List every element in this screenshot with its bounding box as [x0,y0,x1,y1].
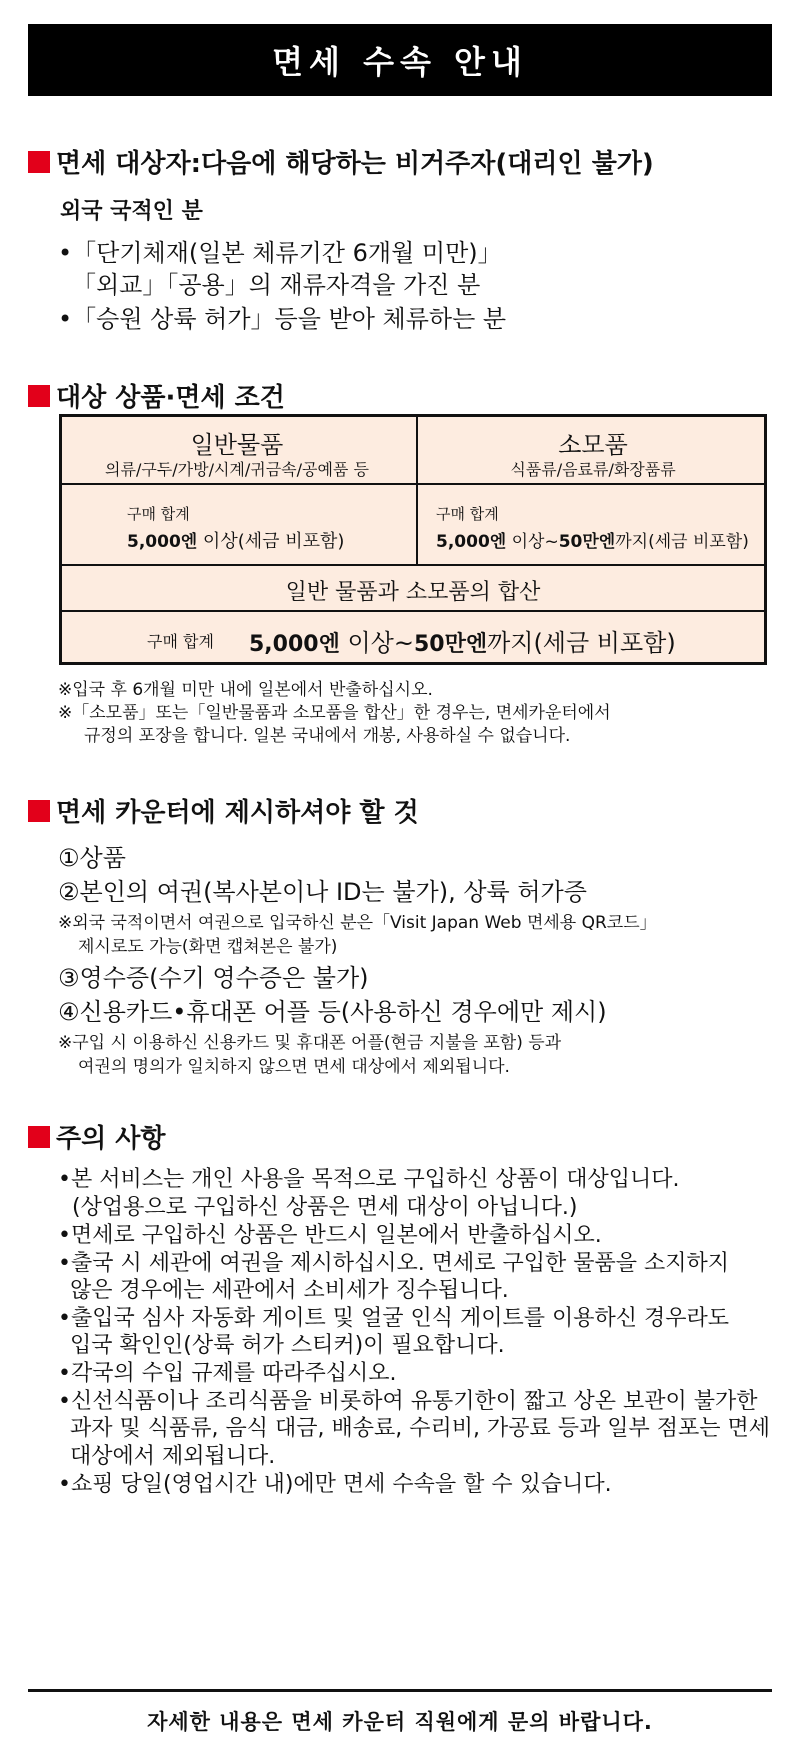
general-goods-examples: 의류/구두/가방/시계/귀금속/공예품 등 [105,460,369,479]
consumables-examples: 식품류/음료류/화장품류 [510,460,676,479]
amount-mid: 이상~ [339,629,414,657]
table-divider [62,610,764,612]
caution-item: •본 서비스는 개인 사용을 목적으로 구입하신 상품이 대상입니다. [58,1167,680,1192]
section-present-heading: 면세 카운터에 제시하셔야 할 것 [56,798,419,828]
footer-contact-text: 자세한 내용은 면세 카운터 직원에게 문의 바랍니다. [147,1710,653,1734]
red-square-icon [28,800,50,822]
combined-goods-name: 일반 물품과 소모품의 합산 [285,580,541,605]
caution-item: •출국 시 세관에 여권을 제시하십시오. 면세로 구입한 물품을 소지하지 [58,1251,729,1276]
amount-bold: 50만엔 [413,632,488,657]
consumables-purchase-amount [436,527,749,552]
combined-purchase-label: 구매 합계 [147,632,214,651]
table-divider [62,564,764,566]
present-item: ①상품 [58,844,126,872]
present-note: 제시로도 가능(화면 캡쳐본은 불가) [78,937,338,957]
caution-item: 않은 경우에는 세관에서 소비세가 징수됩니다. [70,1278,509,1303]
eligibility-item: •「승원 상륙 허가」등을 받아 체류하는 분 [58,305,507,333]
present-item: ③영수증(수기 영수증은 불가) [58,964,369,992]
amount-rest: 까지(세금 비포함) [487,629,676,657]
products-note: ※「소모품」또는「일반물품과 소모품을 합산」한 경우는, 면세카운터에서 [58,703,611,723]
present-item: ②본인의 여권(복사본이나 ID는 불가), 상륙 허가증 [58,878,587,906]
section-products-heading: 대상 상품·면세 조건 [56,383,285,413]
general-purchase-label: 구매 합계 [127,505,190,523]
combined-amount-text [249,623,676,658]
caution-item: •신선식품이나 조리식품을 비롯하여 유통기한이 짧고 상온 보관이 불가한 [58,1389,758,1414]
section-products-title [28,377,285,414]
section-present-title [28,792,419,829]
general-goods-name: 일반물품 [190,431,284,459]
product-conditions-table [59,414,767,665]
present-note: ※구입 시 이용하신 신용카드 및 휴대폰 어플(현금 지불을 포함) 등과 [58,1033,562,1053]
page-title: 면세 수속 안내 [272,43,528,81]
footer-divider [28,1689,772,1692]
amount-mid: 이상~ [506,532,559,552]
products-note: ※입국 후 6개월 미만 내에 일본에서 반출하십시오. [58,680,433,700]
caution-item: 대상에서 제외됩니다. [70,1444,276,1469]
consumables-name: 소모품 [558,431,628,459]
present-note: ※외국 국적이면서 여권으로 입국하신 분은「Visit Japan Web 면세용 QR코드」 [58,913,657,933]
caution-item: 과자 및 식품류, 음식 대금, 배송료, 수리비, 가공료 등과 일부 점포는 면세 [70,1416,770,1441]
caution-item: •출입국 심사 자동화 게이트 및 얼굴 인식 게이트를 이용하신 경우라도 [58,1306,729,1331]
section-eligibility-heading: 면세 대상자:다음에 해당하는 비거주자(대리인 불가) [56,149,654,179]
amount-bold: 5,000엔 [127,532,198,552]
amount-rest: 이상(세금 비포함) [197,531,345,552]
section-eligibility-title [28,143,654,180]
products-note: 규정의 포장을 합니다. 일본 국내에서 개봉, 사용하실 수 없습니다. [84,726,571,746]
red-square-icon [28,1126,50,1148]
consumables-purchase-label: 구매 합계 [436,505,499,523]
table-divider [62,483,764,485]
caution-item: (상업용으로 구입하신 상품은 면세 대상이 아닙니다.) [72,1195,578,1220]
general-purchase-amount [127,527,344,553]
page-title-banner [28,24,772,96]
present-note: 여권의 명의가 일치하지 않으면 면세 대상에서 제외됩니다. [78,1057,510,1077]
red-square-icon [28,151,50,173]
section-cautions-title [28,1118,166,1155]
caution-item: •면세로 구입하신 상품은 반드시 일본에서 반출하십시오. [58,1223,602,1248]
amount-bold: 5,000엔 [249,632,340,657]
red-square-icon [28,385,50,407]
amount-rest: 까지(세금 비포함) [615,532,749,552]
caution-item: •쇼핑 당일(영업시간 내)에만 면세 수속을 할 수 있습니다. [58,1472,612,1497]
eligibility-item: 「외교」「공용」의 재류자격을 가진 분 [72,271,481,299]
eligibility-item: •「단기체재(일본 체류기간 6개월 미만)」 [58,239,502,267]
caution-item: •각국의 수입 규제를 따라주십시오. [58,1361,397,1386]
caution-item: 입국 확인인(상륙 허가 스티커)이 필요합니다. [70,1333,505,1358]
present-item: ④신용카드•휴대폰 어플 등(사용하신 경우에만 제시) [58,998,607,1026]
eligibility-subtitle: 외국 국적인 분 [60,199,203,224]
section-cautions-heading: 주의 사항 [56,1124,166,1154]
amount-bold: 50만엔 [558,532,616,552]
amount-bold: 5,000엔 [436,532,507,552]
